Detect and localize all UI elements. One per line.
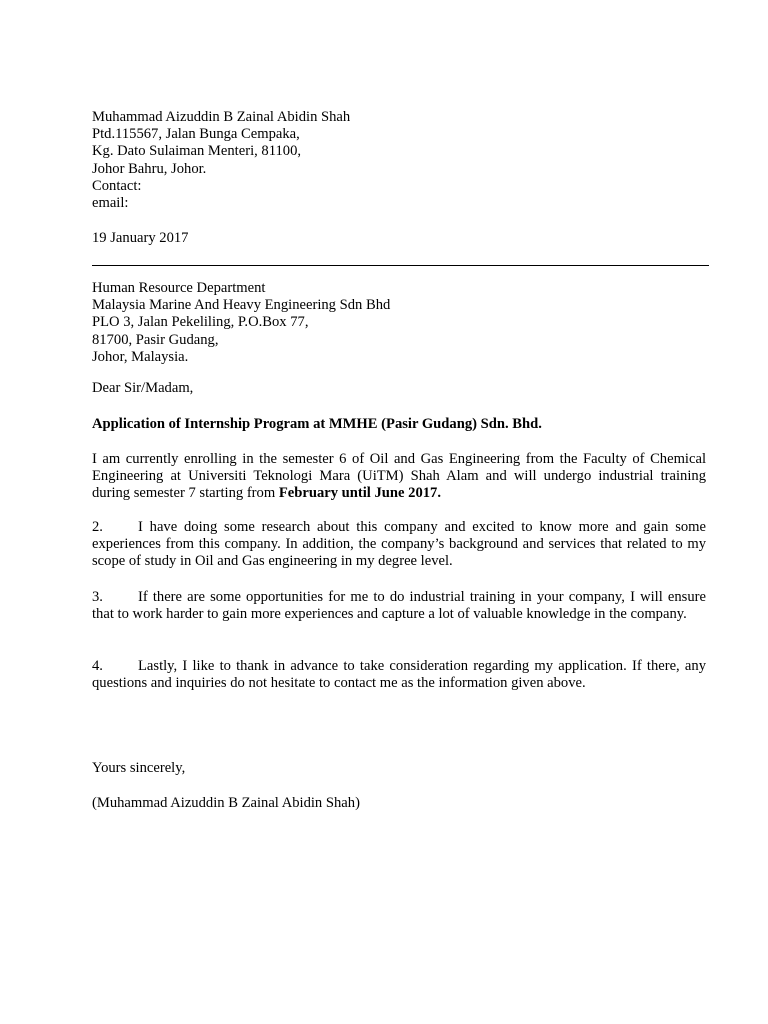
recipient-line: Human Resource Department <box>92 280 266 296</box>
sender-contact-label: Contact: <box>92 177 142 194</box>
paragraph-2-text: I have doing some research about this company and excited to know more and gain some experiences from this company. In addition, the company’s background and services that related to my scope of study in Oil and Gas engineering in my degree level. <box>92 519 706 570</box>
recipient-line: PLO 3, Jalan Pekeliling, P.O.Box 77, <box>92 314 309 331</box>
sender-email-label: email: <box>92 195 129 212</box>
recipient-line: Johor, Malaysia. <box>92 348 189 365</box>
paragraph-2 <box>92 519 706 571</box>
sender-block <box>92 109 706 212</box>
closing <box>92 760 706 777</box>
sender-address-line: Ptd.115567, Jalan Bunga Cempaka, <box>92 126 300 143</box>
recipient-block <box>92 280 706 366</box>
paragraph-4 <box>92 658 706 692</box>
sender-name: Muhammad Aizuddin B Zainal Abidin Shah <box>92 109 351 125</box>
salutation-text: Dear Sir/Madam, <box>92 380 194 396</box>
paragraph-1 <box>92 451 706 503</box>
paragraph-3-number: 3. <box>92 589 103 605</box>
sender-address-line: Johor Bahru, Johor. <box>92 160 207 177</box>
signature-name: (Muhammad Aizuddin B Zainal Abidin Shah) <box>92 795 360 811</box>
paragraph-3 <box>92 589 706 623</box>
paragraph-4-text: Lastly, I like to thank in advance to take consideration regarding my application. If there, any questions and inquiries do not hesitate to contact me as the information given above. <box>92 658 706 692</box>
horizontal-divider <box>92 265 709 266</box>
subject-line <box>92 416 706 433</box>
paragraph-1-bold: February until June 2017. <box>278 485 442 502</box>
paragraph-4-number: 4. <box>92 658 103 674</box>
letter-date <box>92 230 706 247</box>
salutation <box>92 380 706 397</box>
date-text: 19 January 2017 <box>92 230 189 246</box>
recipient-line: Malaysia Marine And Heavy Engineering Sdn Bhd <box>92 297 391 314</box>
signature <box>92 795 706 812</box>
closing-text: Yours sincerely, <box>92 760 186 776</box>
subject-text: Application of Internship Program at MMHE (Pasir Gudang) Sdn. Bhd. <box>92 416 542 432</box>
sender-address-line: Kg. Dato Sulaiman Menteri, 81100, <box>92 143 302 160</box>
paragraph-1-text: I am currently enrolling in the semester 6 of Oil and Gas Engineering from the Faculty of Chemical Engineering at Universiti Teknologi Mara (UiTM) Shah Alam and will undergo industrial training during semester 7 starting from <box>92 451 706 502</box>
paragraph-2-number: 2. <box>92 519 103 535</box>
paragraph-3-text: If there are some opportunities for me to do industrial training in your company, I will ensure that to work harder to gain more experiences and capture a lot of valuable knowledge in the company. <box>92 589 706 623</box>
recipient-line: 81700, Pasir Gudang, <box>92 331 219 348</box>
